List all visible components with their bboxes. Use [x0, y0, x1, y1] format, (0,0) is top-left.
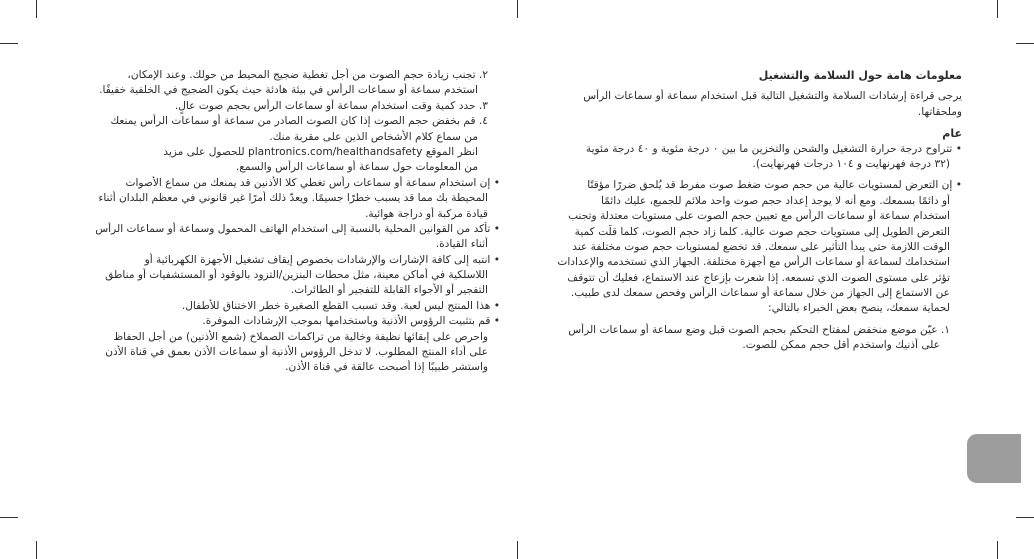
bullet-line: • هذا المنتج ليس لعبة. وقد تسبب القطع الصغيرة خطر الاختناق للأطفال. — [181, 299, 500, 312]
section-tab — [967, 434, 1021, 483]
bullet-line: الوقت اللازمة حتى يبدأ التأثير على سمعك. قد تخضع لمستويات حجم صوت مختلفة عند — [572, 240, 950, 253]
crop-mark — [517, 541, 518, 559]
bullet-line: • قم بتثبيت الرؤوس الأذنية وباستخدامها بموجب الإرشادات الموفرة. — [202, 315, 500, 328]
visit-website-line — [82, 145, 500, 160]
bullet-line: استخدامك لسماعة أو سماعات الرأس مع أجهزة مختلفة. الجهاز الذي تستخدمه والإعدادات — [557, 256, 950, 269]
section-heading: عام — [942, 127, 962, 141]
bullet-line: التفجير أو الأجواء القابلة للتفجير أو الطائرات. — [290, 284, 488, 297]
crop-mark — [997, 0, 998, 18]
bullet-line: • تأكد من القوانين المحلية بالنسبة إلى استخدام الهاتف المحمول وسماعة أو سماعات الرأس — [95, 222, 500, 235]
numbered-line: ٤. قم بخفض حجم الصوت إذا كان الصوت الصادر من سماعة أو سماعات الرأس يمنعك — [110, 115, 488, 128]
numbered-line: ١. عيّن موضع منخفض لمفتاح التحكم بحجم الصوت قبل وضع سماعة أو سماعات الرأس — [568, 323, 950, 336]
right-page-column — [552, 68, 962, 354]
numbered-line: ٣. حدد كمية وقت استخدام سماعة أو سماعات الرأس بحجم صوت عالٍ. — [174, 99, 488, 112]
bullet-line: (٣٢ درجة فهرنهايت و ١٠٤ درجات فهرنهايت). — [752, 157, 950, 170]
bullet-line: • إن استخدام سماعة أو سماعات رأس تغطي كلا الأذنين قد يمنعك من سماع الأصوات — [125, 176, 500, 189]
intro-line: يرجى قراءة إرشادات السلامة والتشغيل التالية قبل استخدام سماعة أو سماعات الرأس — [583, 90, 962, 103]
bullet-line: على أداء المنتج المطلوب. لا تدخل الرؤوس الأذنية أو سماعات الأذن بعمق في قناة الأذن — [105, 346, 488, 359]
visit-suffix: للحصول على مزيد — [163, 145, 245, 158]
bullet-line: عن الاستماع إلى الجهاز من خلال سماعة أو سماعات الرأس وفحص سمعك لدى طبيب. — [570, 287, 950, 300]
visit-website-line: من المعلومات حول سماعة أو سماعات الرأس والسمع. — [235, 161, 478, 174]
visit-prefix: انظر الموقع — [425, 145, 478, 158]
crop-mark — [36, 541, 37, 559]
bullet-line: أو دائمًا بسمعك. ومع أنه لا يوجد إعداد حجم صوت واحد ملائم للجميع، عليك دائمًا — [600, 194, 950, 207]
bullet-line: قيادة مركبة أو دراجة هوائية. — [365, 207, 488, 220]
crop-mark — [1016, 43, 1034, 44]
bullet-line: واستشر طبيبًا إذا أصبحت عالقة في قناة الأذن. — [285, 361, 488, 374]
numbered-line: ٢. تجنب زيادة حجم الصوت من أجل تغطية ضجيج المحيط من حولك. وعند الإمكان، — [127, 69, 488, 81]
crop-mark — [517, 0, 518, 18]
crop-mark — [0, 517, 18, 518]
intro-line: وملحقاتها. — [917, 105, 962, 118]
crop-mark — [0, 43, 18, 44]
left-page-column — [82, 68, 500, 376]
bullet-line: اللاسلكية في أماكن معينة، مثل محطات البنزين/التزود بالوقود أو المستشفيات أو مناطق — [105, 269, 488, 282]
numbered-line: استخدم سماعة أو سماعات الرأس في بيئة هادئة حيث يكون الضجيج في الخلفية خفيفًا. — [99, 84, 478, 97]
numbered-line: على أذنيك واستخدم أقل حجم ممكن للصوت. — [742, 339, 940, 352]
bullet-line: أثناء القيادة. — [435, 238, 488, 251]
crop-mark — [1016, 517, 1034, 518]
bullet-line: • إن التعرض لمستويات عالية من حجم صوت ضغط صوت مفرط قد يُلحق ضررًا مؤقتًا — [587, 179, 962, 192]
safety-title: معلومات هامة حول السلامة والتشغيل — [758, 69, 962, 82]
bullet-line: واحرص على إبقائها نظيفة وخالية من تراكمات الصملاخ (شمع الأذنين) من أجل الحفاظ — [113, 330, 488, 343]
crop-mark — [997, 541, 998, 559]
numbered-line: من سماع كلام الأشخاص الذين على مقربة منك. — [269, 130, 478, 143]
bullet-line: • تتراوح درجة حرارة التشغيل والشحن والتخزين ما بين ٠ درجة مئوية و ٤٠ درجة مئوية — [585, 142, 962, 155]
health-safety-link[interactable]: plantronics.com/healthandsafety — [248, 145, 423, 158]
bullet-line: تؤثر على مستوى الصوت الذي تسمعه. إذا شعرت بإزعاج عند الاستماع، فعليك أن تتوقف — [567, 271, 950, 284]
bullet-line: استخدام سماعة أو سماعات الرأس مع تعيين حجم الصوت على مستويات معتدلة وتجنب — [568, 210, 950, 223]
crop-mark — [36, 0, 37, 18]
bullet-line: لحماية سمعك، ينصح بعض الخبراء بالتالي: — [768, 302, 950, 315]
bullet-line: • انتبه إلى كافة الإشارات والإرشادات بخصوص إيقاف تشغيل الأجهزة الكهربائية أو — [144, 253, 500, 266]
bullet-line: التعرض الطويل إلى مستويات حجم صوت عالية. كلما زاد حجم الصوت، كلما قلّت كمية — [574, 225, 950, 238]
bullet-line: المحيطة بك مما قد يسبب خطرًا جسيمًا. ويعدّ ذلك أمرًا غير قانوني في معظم البلدان أثناء — [98, 192, 488, 205]
